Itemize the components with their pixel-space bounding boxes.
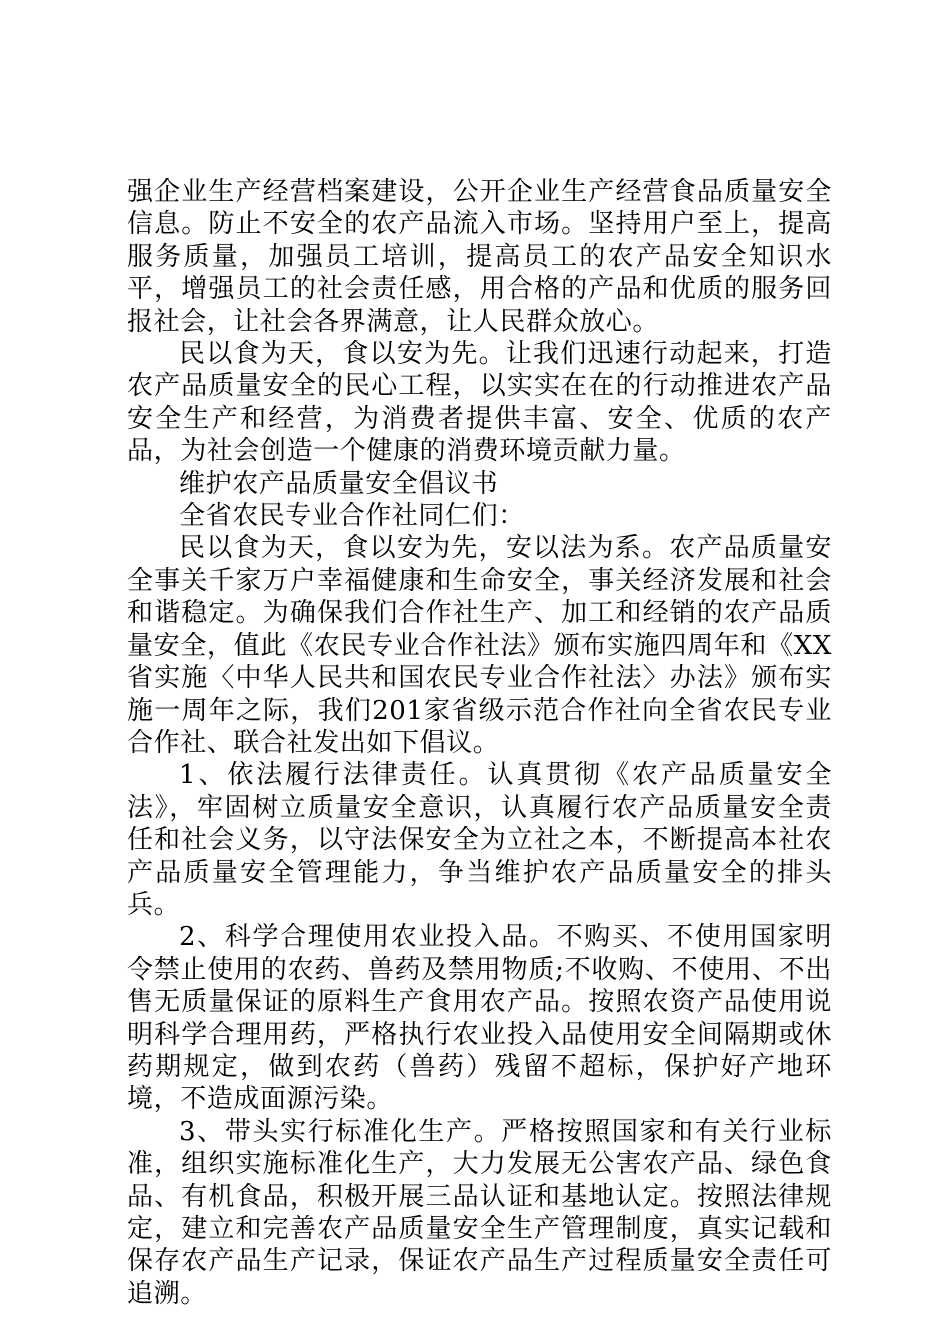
proposal-item-1: 1、依法履行法律责任。认真贯彻《农产品质量安全法》，牢固树立质量安全意识，认真履行农产品质量安全责任和社会义务，以守法保安全为立社之本，不断提高本社农产品质量安全管理能力，争当维护农产品质量安全的排头兵。	[127, 760, 832, 920]
paragraph-continuation: 强企业生产经营档案建设，公开企业生产经营食品质量安全信息。防止不安全的农产品流入市场。坚持用户至上，提高服务质量，加强员工培训，提高员工的农产品安全知识水平，增强员工的社会责任感，用合格的产品和优质的服务回报社会，让社会各界满意，让人民群众放心。	[127, 177, 832, 337]
paragraph-closing: 民以食为天，食以安为先。让我们迅速行动起来，打造农产品质量安全的民心工程，以实实在在的行动推进农产品安全生产和经营，为消费者提供丰富、安全、优质的农产品，为社会创造一个健康的消费环境贡献力量。	[127, 339, 832, 467]
document-body	[127, 176, 832, 1310]
document-title: 维护农产品质量安全倡议书	[179, 468, 499, 499]
proposal-item-2: 2、科学合理使用农业投入品。不购买、不使用国家明令禁止使用的农药、兽药及禁用物质;不收购、不使用、不出售无质量保证的原料生产食用农产品。按照农资产品使用说明科学合理用药，严格执行农业投入品使用安全间隔期或休药期规定，做到农药（兽药）残留不超标，保护好产地环境，不造成面源污染。	[127, 922, 832, 1115]
paragraph-intro: 民以食为天，食以安为先，安以法为系。农产品质量安全事关千家万户幸福健康和生命安全，事关经济发展和社会和谐稳定。为确保我们合作社生产、加工和经销的农产品质量安全，值此《农民专业合作社法》颁布实施四周年和《XX省实施〈中华人民共和国农民专业合作社法〉办法》颁布实施一周年之际，我们201家省级示范合作社向全省农民专业合作社、联合社发出如下倡议。	[127, 533, 832, 758]
proposal-item-3: 3、带头实行标准化生产。严格按照国家和有关行业标准，组织实施标准化生产，大力发展无公害农产品、绿色食品、有机食品，积极开展三品认证和基地认定。按照法律规定，建立和完善农产品质量安全生产管理制度，真实记载和保存农产品生产记录，保证农产品生产过程质量安全责任可追溯。	[127, 1116, 832, 1309]
salutation: 全省农民专业合作社同仁们：	[179, 501, 525, 532]
